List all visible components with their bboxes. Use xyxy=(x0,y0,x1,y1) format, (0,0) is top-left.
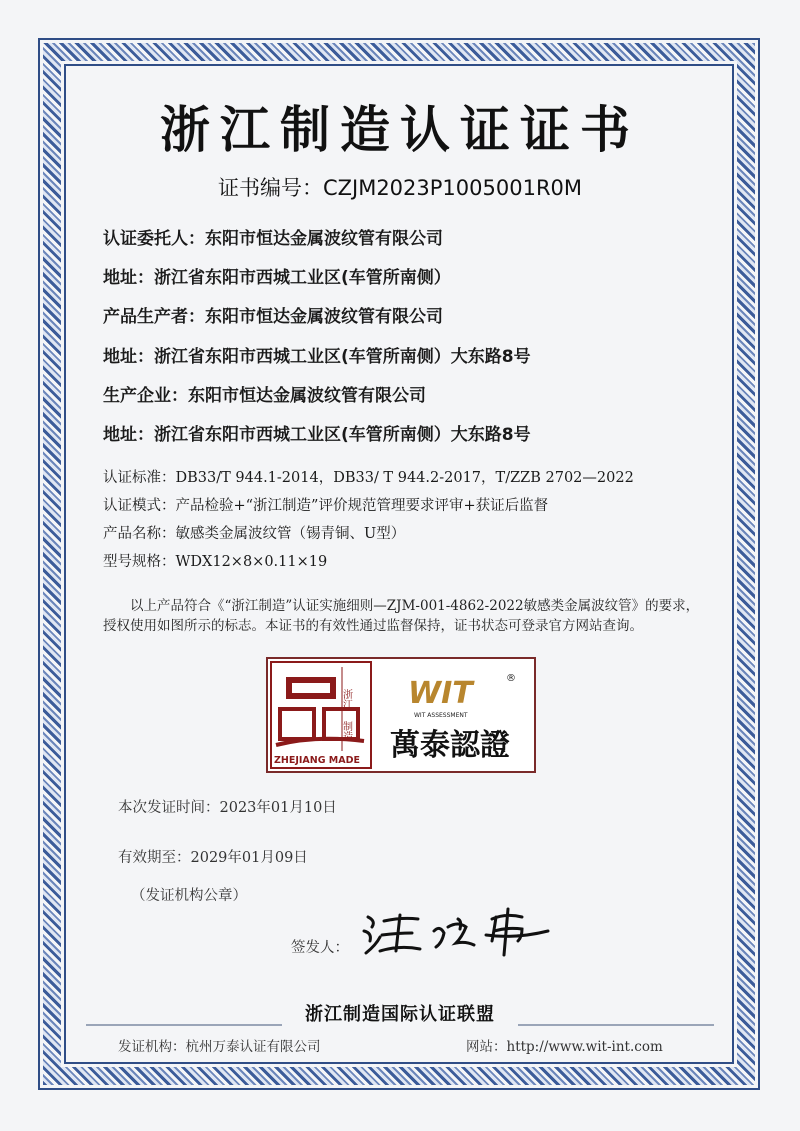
valid-until-date: 有效期至：2029年01月09日 xyxy=(118,850,308,866)
manufacturer-address-field: 地址：浙江省东阳市西城工业区(车管所南侧）大东路8号 xyxy=(103,425,531,445)
client-address-field: 地址：浙江省东阳市西城工业区(车管所南侧） xyxy=(103,268,451,288)
model-spec: 型号规格：WDX12×8×0.11×19 xyxy=(103,554,328,570)
certificate-number: 证书编号：CZJM2023P1005001R0M xyxy=(217,176,583,200)
issue-date: 本次发证时间：2023年01月10日 xyxy=(118,800,337,816)
producer-field: 产品生产者：东阳市恒达金属波纹管有限公司 xyxy=(103,307,443,327)
footer-divider-right xyxy=(518,1024,714,1026)
footer-divider-left xyxy=(86,1024,282,1026)
handwritten-signature xyxy=(360,905,560,960)
signer-label: 签发人： xyxy=(291,940,349,956)
alliance-title: 浙江制造国际认证联盟 xyxy=(305,1004,495,1025)
seal-note: （发证机构公章） xyxy=(131,888,247,904)
zj-text-2: 制造 xyxy=(340,721,352,741)
wit-logo-text: WIT xyxy=(408,676,473,711)
zhejiang-made-text: ZHEJIANG MADE xyxy=(274,755,360,766)
zj-text-1: 浙江 xyxy=(340,689,352,709)
website: 网站：http://www.wit-int.com xyxy=(466,1039,663,1055)
certificate-statement: 以上产品符合《“浙江制造”认证实施细则—ZJM-001-4862-2022敏感类金属波纹管》的要求，授权使用如图所示的标志。本证书的有效性通过监督保持，证书状态可登录官方网站查询。 xyxy=(103,598,700,634)
zhejiang-made-emblem-icon xyxy=(268,659,534,771)
product-name: 产品名称：敏感类金属波纹管（锡青铜、U型） xyxy=(103,526,406,542)
issuing-organization: 发证机构：杭州万泰认证有限公司 xyxy=(118,1039,321,1055)
certificate-title: 浙江制造认证证书 xyxy=(160,100,640,159)
registered-mark: ® xyxy=(506,673,516,684)
zhejiang-made-wit-logo xyxy=(266,657,536,773)
certification-mode: 认证模式：产品检验+“浙江制造”评价规范管理要求评审+获证后监督 xyxy=(103,498,549,514)
certification-standard: 认证标准：DB33/T 944.1-2014，DB33/ T 944.2-2017，T/ZZB 2702—2022 xyxy=(103,470,634,486)
wit-assessment-text: WIT ASSESSMENT xyxy=(414,712,468,719)
wantai-certification-text: 萬泰認證 xyxy=(390,728,510,763)
client-field: 认证委托人：东阳市恒达金属波纹管有限公司 xyxy=(103,229,443,249)
manufacturer-field: 生产企业：东阳市恒达金属波纹管有限公司 xyxy=(103,386,426,406)
producer-address-field: 地址：浙江省东阳市西城工业区(车管所南侧）大东路8号 xyxy=(103,347,531,367)
